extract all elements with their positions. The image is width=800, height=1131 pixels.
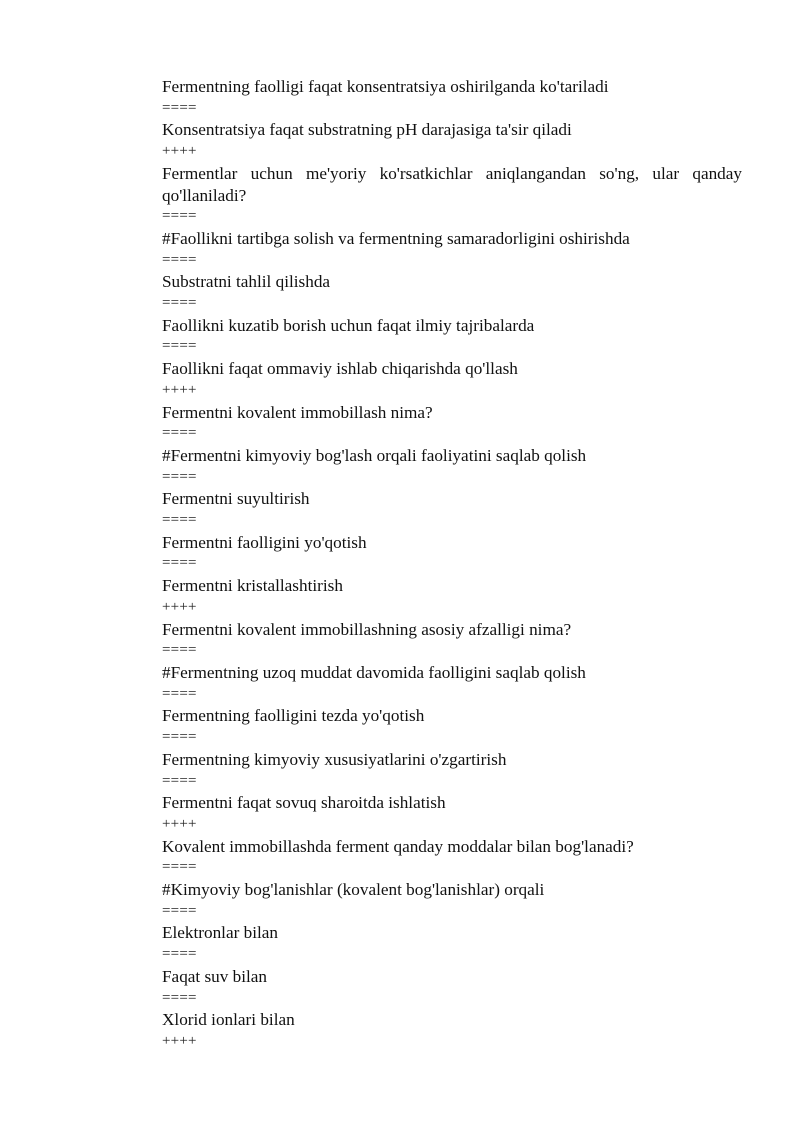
document-body <box>162 76 742 1053</box>
answer-option: Substratni tahlil qilishda <box>162 272 331 292</box>
answer-option: Fermentning kimyoviy xususiyatlarini o'zgartirish <box>162 749 507 769</box>
question-separator: ++++ <box>162 815 197 832</box>
option-separator: ==== <box>162 295 197 312</box>
answer-option: Fermentning faolligini tezda yo'qotish <box>162 706 425 726</box>
question-text: Kovalent immobillashda ferment qanday moddalar bilan bog'lanadi? <box>162 836 634 856</box>
option-separator: ==== <box>162 685 197 702</box>
option-separator: ==== <box>162 208 197 225</box>
option-separator: ==== <box>162 468 197 485</box>
correct-answer-option: #Kimyoviy bog'lanishlar (kovalent bog'lanishlar) orqali <box>162 880 545 900</box>
option-separator: ==== <box>162 859 197 876</box>
answer-option: Fermentni suyultirish <box>162 489 310 509</box>
answer-option: Elektronlar bilan <box>162 923 278 943</box>
option-separator: ==== <box>162 338 197 355</box>
option-separator: ==== <box>162 946 197 963</box>
answer-option: Xlorid ionlari bilan <box>162 1010 295 1030</box>
answer-option: Konsentratsiya faqat substratning pH darajasiga ta'sir qiladi <box>162 120 572 140</box>
option-separator: ==== <box>162 251 197 268</box>
option-separator: ==== <box>162 512 197 529</box>
question-text: Fermentni kovalent immobillash nima? <box>162 402 433 422</box>
answer-option: Faollikni faqat ommaviy ishlab chiqarishda qo'llash <box>162 359 518 379</box>
question-separator: ++++ <box>162 598 197 615</box>
option-separator: ==== <box>162 772 197 789</box>
option-separator: ==== <box>162 989 197 1006</box>
question-separator: ++++ <box>162 1032 197 1049</box>
question-separator: ++++ <box>162 381 197 398</box>
answer-option: Faollikni kuzatib borish uchun faqat ilmiy tajribalarda <box>162 315 535 335</box>
answer-option: Fermentning faolligi faqat konsentratsiya oshirilganda ko'tariladi <box>162 77 609 96</box>
question-separator: ++++ <box>162 143 197 160</box>
option-separator: ==== <box>162 729 197 746</box>
answer-option: Fermentni faolligini yo'qotish <box>162 532 367 552</box>
option-separator: ==== <box>162 902 197 919</box>
question-text: Fermentni kovalent immobillashning asosiy afzalligi nima? <box>162 619 572 639</box>
correct-answer-option: #Fermentning uzoq muddat davomida faolligini saqlab qolish <box>162 662 586 682</box>
answer-option: Fermentni kristallashtirish <box>162 576 343 596</box>
option-separator: ==== <box>162 99 197 116</box>
option-separator: ==== <box>162 555 197 572</box>
answer-option: Fermentni faqat sovuq sharoitda ishlatish <box>162 793 446 813</box>
answer-option: Faqat suv bilan <box>162 966 268 986</box>
correct-answer-option: #Faollikni tartibga solish va fermentning samaradorligini oshirishda <box>162 228 630 248</box>
option-separator: ==== <box>162 425 197 442</box>
option-separator: ==== <box>162 642 197 659</box>
correct-answer-option: #Fermentni kimyoviy bog'lash orqali faoliyatini saqlab qolish <box>162 445 587 465</box>
question-text: Fermentlar uchun me'yoriy ko'rsatkichlar aniqlangandan so'ng, ular qanday qo'llaniladi? <box>162 163 742 205</box>
